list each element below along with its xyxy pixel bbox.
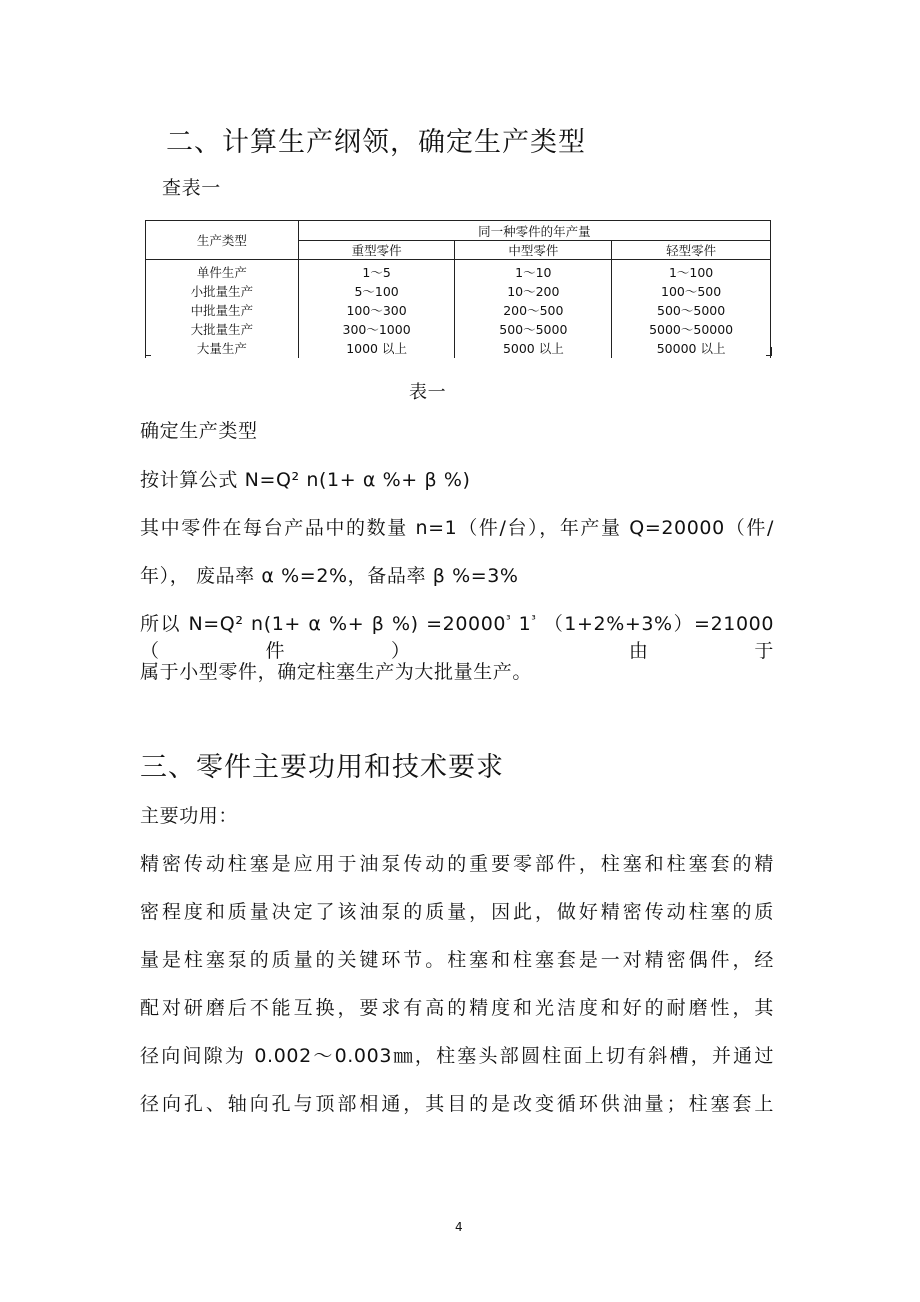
section-heading-2: 二、计算生产纲领，确定生产类型: [166, 127, 586, 158]
table-cell-light: 5000～50000: [612, 320, 771, 339]
production-type-table: [145, 220, 771, 358]
paragraph-explain-line1: 其中零件在每台产品中的数量 n=1（件/台），年产量 Q=20000（件/: [140, 517, 774, 539]
paragraph-conclusion: 属于小型零件，确定柱塞生产为大批量生产。: [140, 661, 533, 683]
table-cell-type: 中批量生产: [146, 301, 299, 320]
table-cell-heavy: 1000 以上: [298, 339, 455, 358]
table-cell-light: 100～500: [612, 282, 771, 301]
table-cell-medium: 10～200: [455, 282, 612, 301]
table-cell-heavy: 5～100: [298, 282, 455, 301]
paragraph-result: [140, 609, 774, 663]
table-cell-medium: 500～5000: [455, 320, 612, 339]
table-cell-medium: 200～500: [455, 301, 612, 320]
section-heading-3: 三、零件主要功用和技术要求: [140, 752, 504, 783]
table-cell-type: 小批量生产: [146, 282, 299, 301]
table-cell-type: 单件生产: [146, 260, 299, 283]
table-row: [146, 320, 771, 339]
functions-line-3: 量是柱塞泵的质量的关键环节。柱塞和柱塞套是一对精密偶件，经: [140, 949, 774, 971]
functions-line-2: 密程度和质量决定了该油泵的质量，因此，做好精密传动柱塞的质: [140, 901, 774, 923]
table-row: [146, 339, 771, 358]
table-header-annual-output: 同一种零件的年产量: [298, 221, 770, 241]
table-cell-heavy: 100～300: [298, 301, 455, 320]
result-sup-1: ³: [506, 613, 512, 626]
table-cell-type: 大量生产: [146, 339, 299, 358]
table-cell-light: 50000 以上: [612, 339, 771, 358]
table-cell-light: 1～100: [612, 260, 771, 283]
table-row: [146, 282, 771, 301]
functions-line-5: 径向间隙为 0.002～0.003㎜，柱塞头部圆柱面上切有斜槽，并通过: [140, 1045, 774, 1067]
paragraph-formula: 按计算公式 N=Q² n(1+ α %+ β %): [140, 469, 471, 491]
table-header-light: 轻型零件: [612, 241, 771, 260]
functions-line-6: 径向孔、轴向孔与顶部相通，其目的是改变循环供油量；柱塞套上: [140, 1093, 774, 1115]
paragraph-explain-line2: 年）， 废品率 α %=2%，备品率 β %=3%: [140, 565, 519, 587]
table-cell-medium: 5000 以上: [455, 339, 612, 358]
table-cell-light: 500～5000: [612, 301, 771, 320]
table-corner-left: [145, 347, 151, 356]
page-number: 4: [455, 1220, 463, 1234]
table-header-heavy: 重型零件: [298, 241, 455, 260]
result-text-3: （1+2%+3%）=21000（件） 由于: [140, 613, 775, 662]
table-header-production-type: 生产类型: [146, 221, 299, 260]
functions-label: 主要功用：: [140, 805, 239, 827]
functions-line-1: 精密传动柱塞是应用于油泵传动的重要零部件，柱塞和柱塞套的精: [140, 853, 774, 875]
table-row: [146, 260, 771, 283]
result-text-2: 1: [511, 613, 532, 635]
result-text-1: 所以 N=Q² n(1+ α %+ β %) =20000: [140, 613, 507, 635]
table-row: [146, 301, 771, 320]
table-cell-medium: 1～10: [455, 260, 612, 283]
result-sup-2: ³: [531, 613, 537, 626]
paragraph-determine: 确定生产类型: [140, 420, 258, 442]
lookup-label: 查表一: [162, 177, 221, 199]
table-header-medium: 中型零件: [455, 241, 612, 260]
functions-line-4: 配对研磨后不能互换，要求有高的精度和光洁度和好的耐磨性，其: [140, 997, 774, 1019]
table-corner-right: [766, 347, 772, 356]
table-caption: 表一: [409, 382, 447, 403]
table-cell-heavy: 300～1000: [298, 320, 455, 339]
table-cell-heavy: 1～5: [298, 260, 455, 283]
table-cell-type: 大批量生产: [146, 320, 299, 339]
